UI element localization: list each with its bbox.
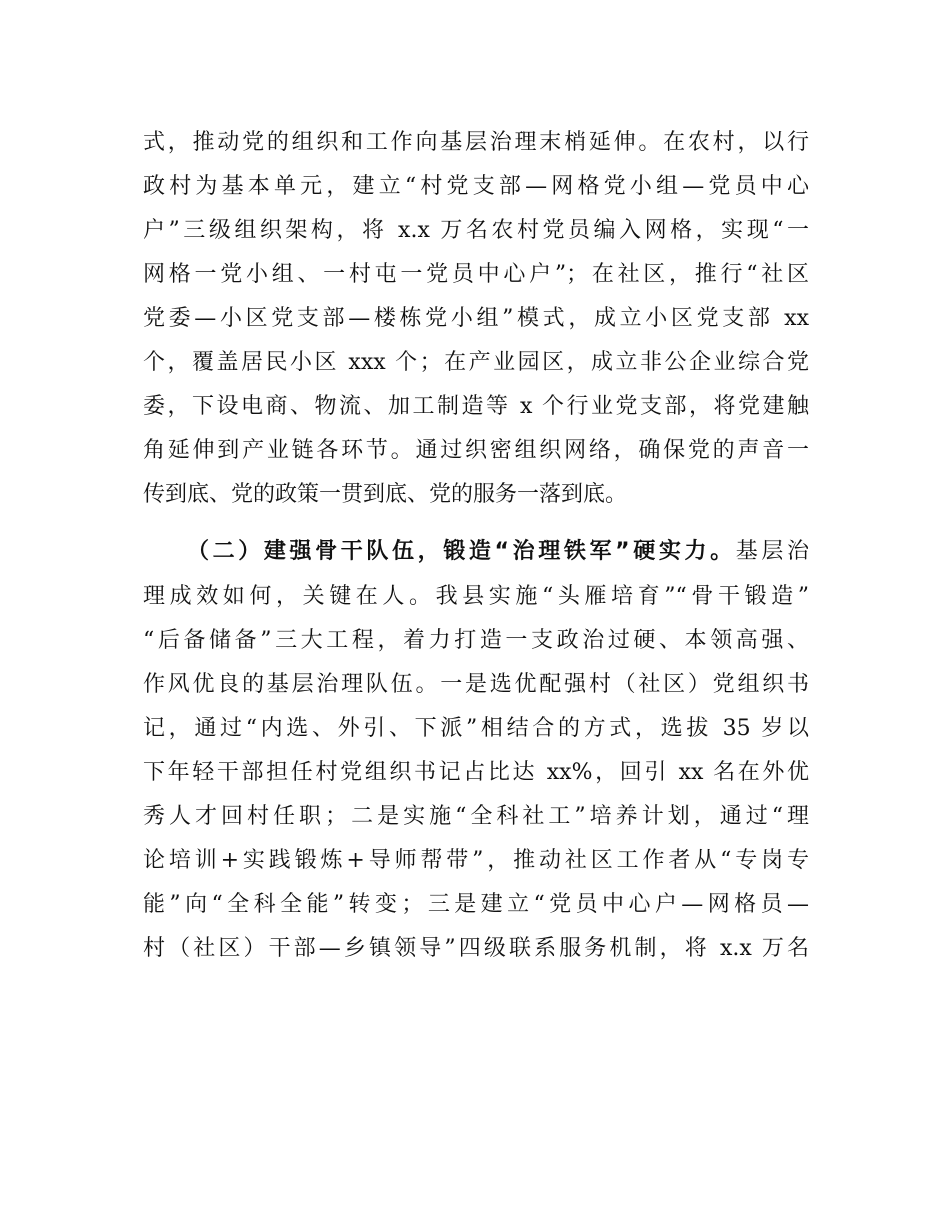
paragraph-1-line-3: 户”三级组织架构，将 x.x 万名农村党员编入网格，实现“一 [143, 218, 809, 243]
paragraph-2-first-line [187, 532, 809, 572]
paragraph-1-line-2: 政村为基本单元，建立“村党支部—网格党小组—党员中心 [143, 174, 809, 199]
paragraph-2-line-6: 下年轻干部担任村党组织书记占比达 xx%，回引 xx 名在外优 [143, 760, 809, 785]
paragraph-1-line-8: 角延伸到产业链各环节。通过织密组织网络，确保党的声音一 [143, 438, 809, 463]
paragraph-2-line-2: 理成效如何，关键在人。我县实施“头雁培育”“骨干锻造” [143, 584, 809, 609]
paragraph-1-line-1: 式，推动党的组织和工作向基层治理末梢延伸。在农村，以行 [143, 130, 809, 155]
paragraph-2-line-3: “后备储备”三大工程，着力打造一支政治过硬、本领高强、 [143, 628, 809, 653]
paragraph-1-line-9: 传到底、党的政策一贯到底、党的服务一落到底。 [143, 482, 628, 507]
paragraph-1-line-7: 委，下设电商、物流、加工制造等 x 个行业党支部，将党建触 [143, 394, 809, 419]
paragraph-2-line-9: 能”向“全科全能”转变；三是建立“党员中心户—网格员— [143, 892, 809, 917]
paragraph-2-line-8: 论培训+实践锻炼+导师帮带”，推动社区工作者从“专岗专 [143, 848, 809, 873]
paragraph-2-first-line-rest: 基层治 [735, 539, 809, 564]
paragraph-1-line-4: 网格一党小组、一村屯一党员中心户”；在社区，推行“社区 [143, 262, 809, 287]
paragraph-2-line-10: 村（社区）干部—乡镇领导”四级联系服务机制，将 x.x 万名 [143, 936, 809, 961]
paragraph-1-line-5: 党委—小区党支部—楼栋党小组”模式，成立小区党支部 xx [143, 306, 809, 331]
paragraph-1-line-6: 个，覆盖居民小区 xxx 个；在产业园区，成立非公企业综合党 [143, 350, 809, 375]
paragraph-2-line-7: 秀人才回村任职；二是实施“全科社工”培养计划，通过“理 [143, 804, 809, 829]
section-heading: （二）建强骨干队伍，锻造“治理铁军”硬实力。 [187, 539, 736, 564]
paragraph-2-line-5: 记，通过“内选、外引、下派”相结合的方式，选拔 35 岁以 [143, 716, 809, 741]
paragraph-2-line-4: 作风优良的基层治理队伍。一是选优配强村（社区）党组织书 [143, 672, 809, 697]
